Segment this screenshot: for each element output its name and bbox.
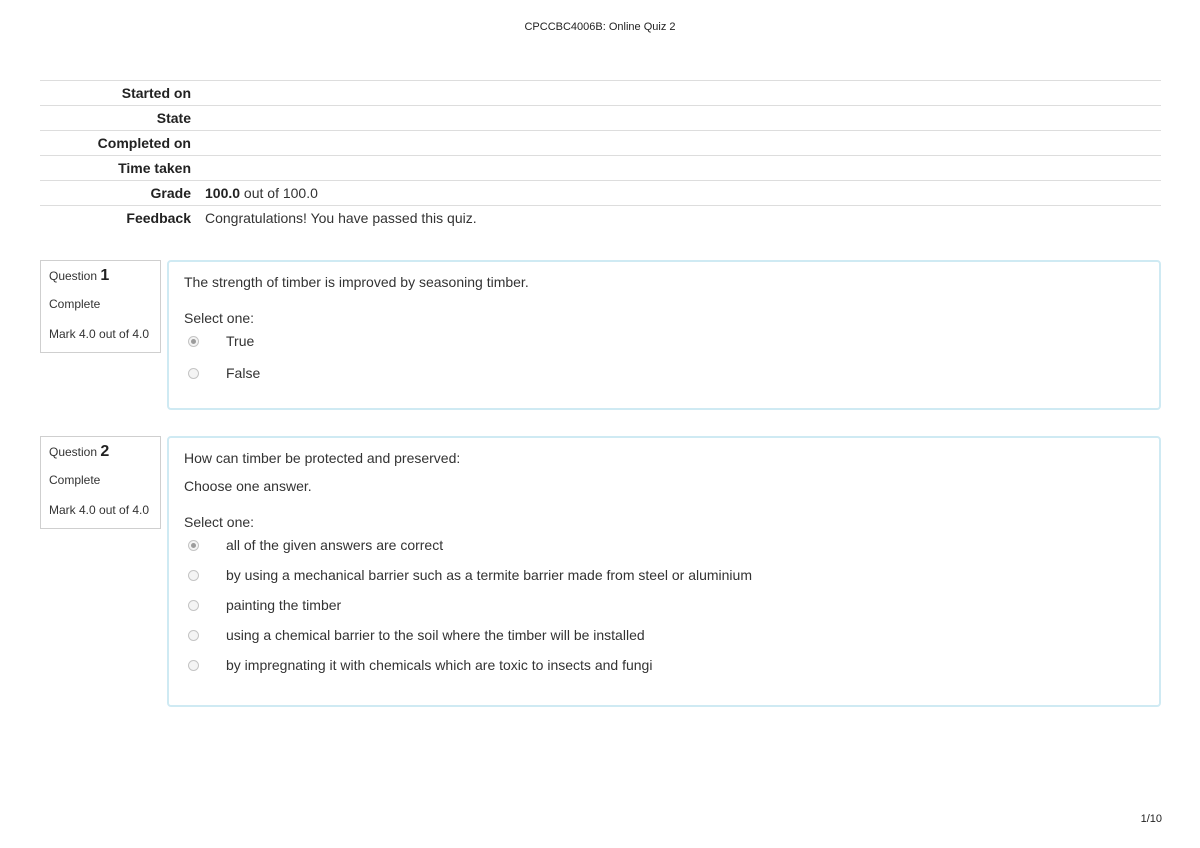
question-content-box bbox=[167, 436, 1161, 707]
summary-row-state bbox=[40, 106, 1161, 131]
answer-label: by using a mechanical barrier such as a termite barrier made from steel or aluminium bbox=[226, 567, 752, 583]
question-mark: Mark 4.0 out of 4.0 bbox=[49, 327, 150, 341]
answer-label: True bbox=[226, 333, 255, 349]
summary-row-completed-on bbox=[40, 131, 1161, 156]
answer-option[interactable] bbox=[184, 620, 1144, 650]
summary-row-feedback bbox=[40, 206, 1161, 230]
question-title bbox=[49, 443, 152, 461]
page-header: CPCCBC4006B: Online Quiz 2 bbox=[524, 21, 676, 33]
summary-label: Started on bbox=[121, 85, 191, 101]
summary-label: Time taken bbox=[118, 160, 191, 176]
grade-value bbox=[205, 185, 318, 201]
radio-button[interactable] bbox=[188, 368, 199, 379]
radio-button-selected[interactable] bbox=[188, 336, 199, 347]
question-status: Complete bbox=[49, 297, 101, 311]
summary-label: Feedback bbox=[126, 210, 191, 226]
answer-label: painting the timber bbox=[226, 597, 342, 613]
feedback-text: Congratulations! You have passed this quiz. bbox=[205, 210, 477, 226]
question-label: Question bbox=[49, 269, 98, 283]
radio-button-selected[interactable] bbox=[188, 540, 199, 551]
summary-row-started-on bbox=[40, 81, 1161, 106]
page-number: 1/10 bbox=[1140, 813, 1162, 825]
answer-label: all of the given answers are correct bbox=[226, 537, 444, 553]
radio-button[interactable] bbox=[188, 630, 199, 641]
summary-row-time-taken bbox=[40, 156, 1161, 181]
question-number: 1 bbox=[100, 267, 110, 284]
question-info-box bbox=[40, 436, 161, 529]
answer-option[interactable] bbox=[184, 326, 1144, 356]
question-subtext: Choose one answer. bbox=[184, 478, 312, 494]
summary-row-grade bbox=[40, 181, 1161, 206]
question-mark: Mark 4.0 out of 4.0 bbox=[49, 503, 150, 517]
answer-option[interactable] bbox=[184, 560, 1144, 590]
question-info-box bbox=[40, 260, 161, 353]
question-text: How can timber be protected and preserved: bbox=[184, 450, 461, 466]
answer-label: using a chemical barrier to the soil where the timber will be installed bbox=[226, 627, 645, 643]
attempt-summary-table bbox=[40, 80, 1161, 230]
answer-label: False bbox=[226, 365, 261, 381]
question-title bbox=[49, 267, 152, 285]
select-one-label: Select one: bbox=[184, 310, 255, 326]
question-number: 2 bbox=[100, 443, 110, 460]
answer-option[interactable] bbox=[184, 358, 1144, 388]
radio-button[interactable] bbox=[188, 570, 199, 581]
answer-label: by impregnating it with chemicals which are toxic to insects and fungi bbox=[226, 657, 653, 673]
answer-option[interactable] bbox=[184, 650, 1144, 680]
radio-button[interactable] bbox=[188, 600, 199, 611]
question-status: Complete bbox=[49, 473, 101, 487]
answer-option[interactable] bbox=[184, 590, 1144, 620]
grade-out-of: out of 100.0 bbox=[240, 185, 318, 201]
answer-option[interactable] bbox=[184, 530, 1144, 560]
summary-label: State bbox=[156, 110, 191, 126]
select-one-label: Select one: bbox=[184, 514, 255, 530]
question-content-box bbox=[167, 260, 1161, 410]
radio-button[interactable] bbox=[188, 660, 199, 671]
question-label: Question bbox=[49, 445, 98, 459]
summary-label: Completed on bbox=[97, 135, 191, 151]
summary-label: Grade bbox=[150, 185, 191, 201]
grade-score: 100.0 bbox=[205, 185, 241, 201]
question-text: The strength of timber is improved by seasoning timber. bbox=[184, 274, 529, 290]
